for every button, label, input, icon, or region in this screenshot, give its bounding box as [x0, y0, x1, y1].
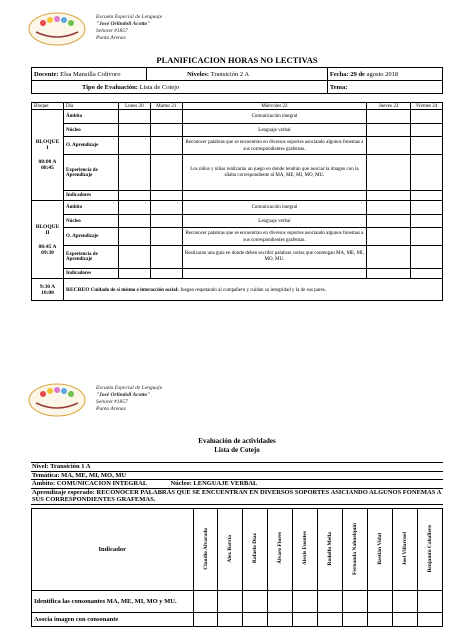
plan-table: [31, 102, 443, 301]
school-line4: Punta Arenas: [96, 35, 126, 41]
student-2: Rafaela Díaz: [252, 533, 259, 564]
school-line3: Sehoret #1857: [96, 28, 128, 34]
school-info: [96, 14, 162, 42]
row-nucleo-2: Núcleo: [63, 215, 118, 228]
row-indicadores-1: Indicadores: [63, 191, 118, 201]
checklist-table: [31, 508, 443, 627]
bloque1-time: 08:00 A 08:45: [38, 159, 57, 171]
indicador-0: Identifica las consonantes MA, ME, MI, MO y MU.: [32, 591, 194, 613]
row-experiencia-2: Experiencia de Aprendizaje: [63, 246, 118, 269]
student-0: Claudio Alvarado: [202, 527, 209, 570]
row-nucleo-1: Núcleo: [63, 124, 118, 137]
bloque1-name: BLOQUE I: [35, 139, 60, 151]
bloque2-cell: [32, 201, 64, 279]
niveles-label: Niveles:: [187, 70, 210, 78]
tipo-value: Lista de Cotejo: [139, 83, 180, 91]
school-info-2: [96, 385, 162, 413]
indicador-1: Asocia imagen con consonante: [32, 613, 194, 627]
eval-ambito: Ámbito: COMUNICACION INTEGRAL: [32, 480, 147, 487]
tema-label: Tema:: [329, 83, 348, 91]
eval-ambito-nucleo: [31, 480, 443, 489]
school-logo-icon-2: [28, 383, 86, 417]
student-6: Fernanda Nahuelquín: [352, 522, 359, 575]
header-jueves: Jueves 23: [367, 103, 411, 110]
header-dia: Día: [63, 103, 118, 110]
bloque1-cell: [32, 110, 64, 201]
b2-ambito: Comunicación integral: [182, 201, 366, 215]
row-indicadores-2: Indicadores: [63, 269, 118, 279]
eval-tematica: Temática: MA, ME, MI, MO, MU: [31, 472, 443, 481]
page2-title1: Evaluación de actividades: [198, 437, 276, 445]
eval-info: [31, 462, 443, 505]
indicador-header: Indicador: [32, 509, 194, 591]
page2-title2: Lista de Cotejo: [214, 446, 260, 454]
row-ambito-2: Ámbito: [63, 201, 118, 215]
header-miercoles: Miércoles 22: [182, 103, 366, 110]
row-aprendizaje-1: O. Aprendizaje: [63, 137, 118, 155]
row-experiencia-1: Experiencia de Aprendizaje: [63, 155, 118, 191]
b2-aprendizaje: Reconocer palabras que se encuentran en diversos soportes asociando algunos fonemas a sus correspondientes grafemas.: [182, 228, 366, 246]
school2-line3: Sehoret #1857: [96, 399, 128, 405]
fecha-label: Fecha:: [329, 70, 349, 78]
school2-line1: Escuela Especial de Lenguaje: [96, 385, 163, 391]
page1-title: PLANIFICACION HORAS NO LECTIVAS: [156, 55, 318, 65]
fecha-value-rest: agosto 2018: [366, 70, 399, 78]
row-ambito-1: Ámbito: [63, 110, 118, 124]
b1-aprendizaje: Reconocer palabras que se encuentran en diversos soportes asociando algunos fonemas a sus correspondientes grafemas.: [182, 137, 366, 155]
b2-nucleo: Lenguaje verbal: [182, 215, 366, 228]
bloque2-name: BLOQUE II: [35, 223, 60, 236]
school-logo-icon: [28, 12, 86, 46]
tipo-label: Tipo de Evaluación:: [82, 83, 138, 91]
header-bloque: Bloque: [32, 103, 64, 110]
niveles-value: Transición 2 A: [210, 70, 250, 78]
student-1: Alex Barría: [227, 534, 234, 563]
b1-nucleo: Lenguaje verbal: [182, 124, 366, 137]
student-5: Rodolfo Mella: [327, 531, 334, 566]
b2-experiencia: Realizaran una guía en donde deben escribir palabras cortas que contengan MA, ME, MI, MO, MU.: [182, 246, 366, 269]
student-9: Benjamín Caballero: [426, 524, 433, 573]
student-4: Alexis Fuentes: [302, 531, 309, 566]
eval-nivel: Nivel: Transición 1 A: [31, 463, 443, 472]
header-martes: Martes 21: [150, 103, 182, 110]
recreo-bold: Cuidado de sí mismo e interacción social:: [90, 287, 179, 293]
school-line2: "José Orlindoll Acotto": [96, 21, 151, 27]
b1-experiencia: Los niños y niñas realizarán un juego en donde tendrán que asociar la imagen con la sílaba correspondiente al MA, ME, MI, MO, MU.: [182, 155, 366, 191]
fecha-value-bold: 29 de: [350, 70, 365, 78]
recreo-time: 9:30 A 10:00: [32, 279, 64, 301]
row-aprendizaje-2: O. Aprendizaje: [63, 228, 118, 246]
header-lunes: Lunes 20: [118, 103, 150, 110]
student-8: Joel Villarroel: [402, 531, 408, 566]
header-viernes: Viernes 24: [411, 103, 443, 110]
student-3: Álvaro Flores: [277, 532, 284, 565]
b1-ambito: Comunicación integral: [182, 110, 366, 124]
recreo-cell: [63, 279, 442, 301]
docente-label: Docente:: [34, 70, 59, 78]
eval-aprendizaje: Aprendizaje esperado: RECONOCER PALABRAS QUE SE ENCUENTRAN EN DIVERSOS SOPORTES ASICIANDO ALGUNOS FONEMAS A SUS CORRESPONDIENTES GRAFEMAS.: [32, 488, 442, 503]
school2-line4: Punta Arenas: [96, 406, 126, 412]
recreo-text: Juegan respetando al compañero y cuidan su integridad y la de sus pares.: [180, 287, 327, 293]
school2-line2: "José Orlindoll Acotto": [96, 392, 151, 398]
eval-nucleo: Núcleo: LENGUAJE VERBAL: [170, 480, 258, 487]
table-row: [32, 613, 443, 627]
student-7: Bastián Vidal: [377, 532, 384, 565]
school-line1: Escuela Especial de Lenguaje: [96, 14, 163, 20]
table-row: [32, 591, 443, 613]
info-table: [31, 67, 443, 94]
recreo-label: RECREO: [65, 286, 90, 293]
bloque2-time: 08:45 A 09:30: [38, 243, 57, 256]
docente-value: Elsa Mansilla Colivoro: [60, 70, 121, 78]
